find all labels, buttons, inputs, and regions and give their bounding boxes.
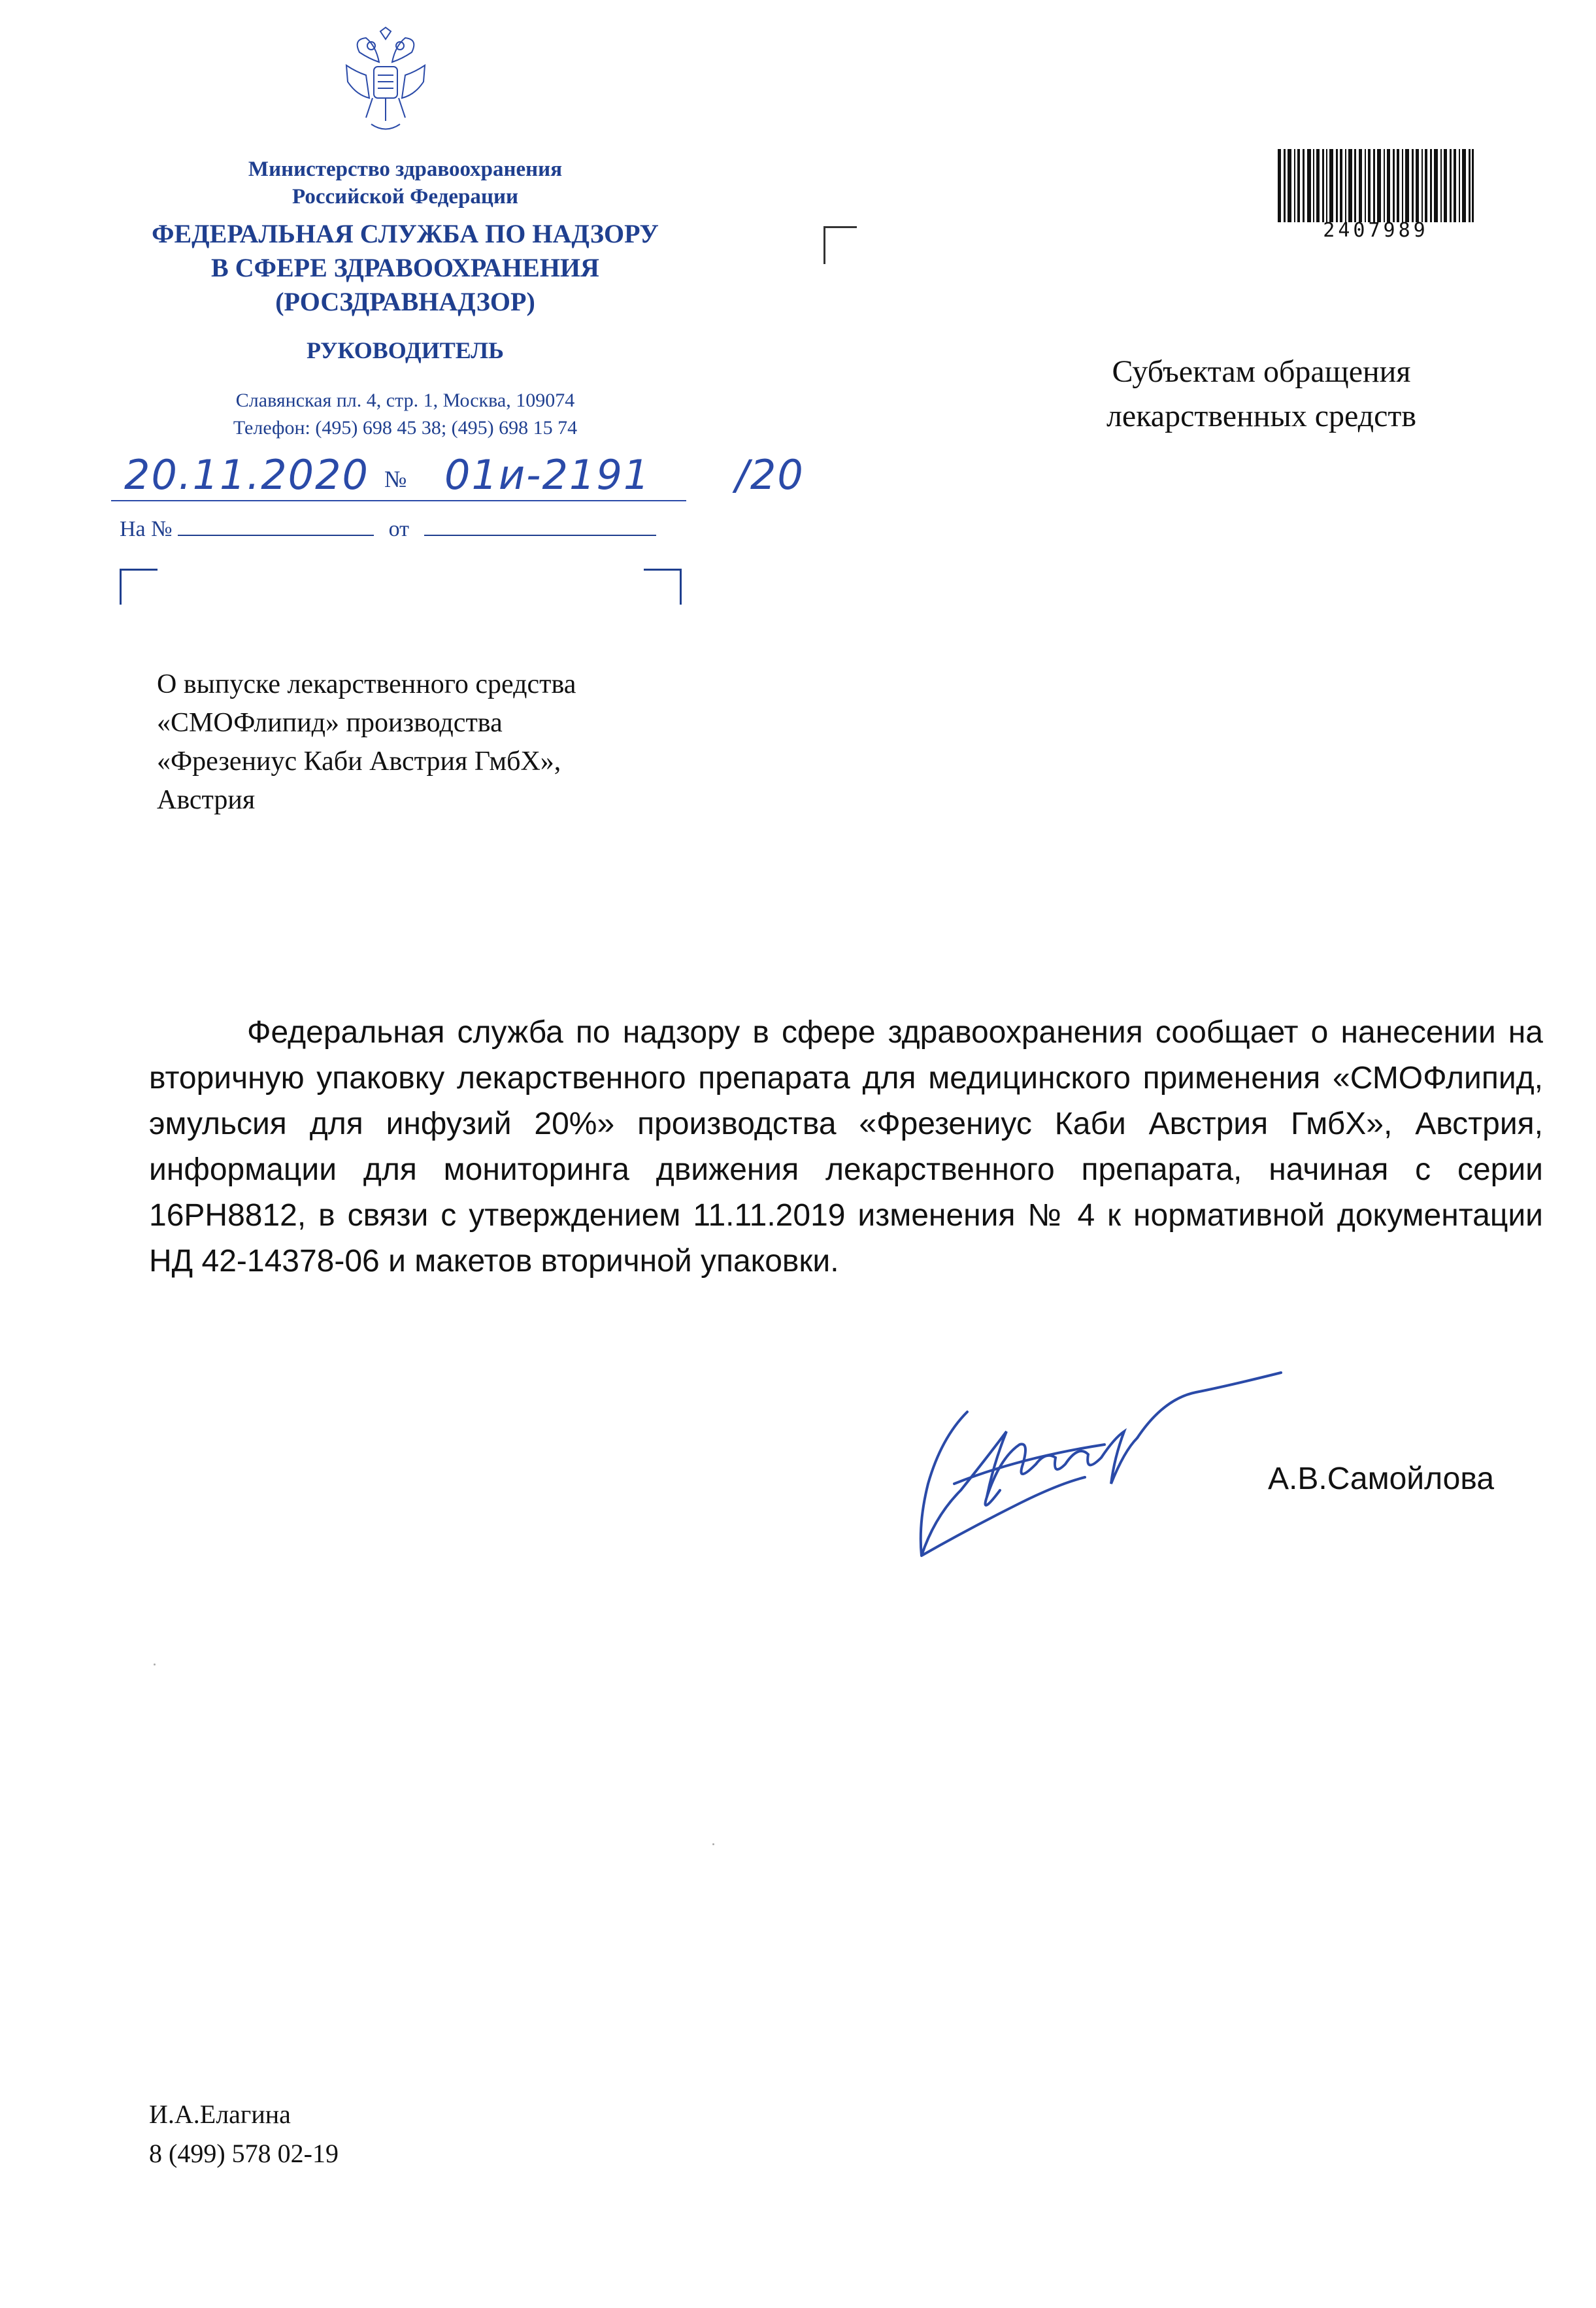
from-label: от bbox=[388, 517, 410, 541]
executor-phone: 8 (499) 578 02-19 bbox=[149, 2139, 339, 2168]
number-sign: № bbox=[384, 466, 407, 492]
phone: Телефон: (495) 698 45 38; (495) 698 15 74 bbox=[233, 417, 578, 439]
service-line-3: (РОСЗДРАВНАДЗОР) bbox=[275, 287, 535, 316]
reply-date-blank bbox=[424, 516, 656, 536]
registration-suffix: /20 bbox=[735, 451, 805, 499]
letter-subject bbox=[157, 665, 810, 820]
registration-number: 01и-2191 bbox=[444, 451, 651, 499]
ministry-name bbox=[111, 156, 699, 210]
barcode-icon bbox=[1278, 149, 1474, 222]
handwritten-signature-icon bbox=[889, 1360, 1294, 1569]
position-title: РУКОВОДИТЕЛЬ bbox=[307, 337, 504, 363]
reply-reference-line bbox=[120, 516, 708, 542]
signer-name: А.В.Самойлова bbox=[1268, 1462, 1495, 1496]
registration-underline bbox=[111, 500, 686, 501]
ministry-line-2: Российской Федерации bbox=[292, 185, 518, 209]
service-name bbox=[111, 217, 699, 319]
reply-number-blank bbox=[178, 516, 374, 536]
subject-line-4: Австрия bbox=[157, 785, 256, 815]
scan-speck bbox=[154, 1664, 156, 1665]
address-window-corner bbox=[823, 226, 857, 264]
letter-body: Федеральная служба по надзору в сфере здравоохранения сообщает о нанесении на вторичную упаковку лекарственного препарата для медицинского применения «СМОФлипид, эмульсия для инфузий 20%» производства «Фрезениус Каби Австрия ГмбХ», Австрия, информации для мониторинга движения лекарственного препарата, начиная с серии 16PH8812, в связи с утверждением 11.11.2019 изменения № 4 к нормативной документации НД 42-14378-06 и макетов вторичной упаковки. bbox=[149, 1015, 1543, 1279]
reply-label: На № bbox=[120, 517, 173, 541]
coat-of-arms-emblem-icon bbox=[340, 26, 431, 137]
address-block bbox=[111, 387, 699, 442]
service-line-2: В СФЕРЕ ЗДРАВООХРАНЕНИЯ bbox=[211, 253, 599, 282]
subject-line-1: О выпуске лекарственного средства bbox=[157, 669, 576, 699]
recipient-line-1: Субъектам обращения bbox=[1112, 354, 1411, 389]
subject-corner-right bbox=[644, 569, 682, 605]
registration-date: 20.11.2020 bbox=[124, 451, 369, 499]
barcode-number: 2407989 bbox=[1323, 219, 1429, 242]
recipient-line-2: лекарственных средств bbox=[1106, 399, 1417, 433]
recipient bbox=[987, 350, 1536, 439]
address: Славянская пл. 4, стр. 1, Москва, 109074 bbox=[235, 390, 575, 411]
ministry-line-1: Министерство здравоохранения bbox=[248, 158, 563, 181]
executor-name: И.А.Елагина bbox=[149, 2099, 291, 2129]
executor-block bbox=[149, 2095, 339, 2173]
subject-corner-left bbox=[120, 569, 158, 605]
subject-line-3: «Фрезениус Каби Австрия ГмбХ», bbox=[157, 746, 561, 777]
scan-speck bbox=[712, 1843, 714, 1845]
service-line-1: ФЕДЕРАЛЬНАЯ СЛУЖБА ПО НАДЗОРУ bbox=[152, 219, 659, 248]
subject-line-2: «СМОФлипид» производства bbox=[157, 708, 503, 738]
